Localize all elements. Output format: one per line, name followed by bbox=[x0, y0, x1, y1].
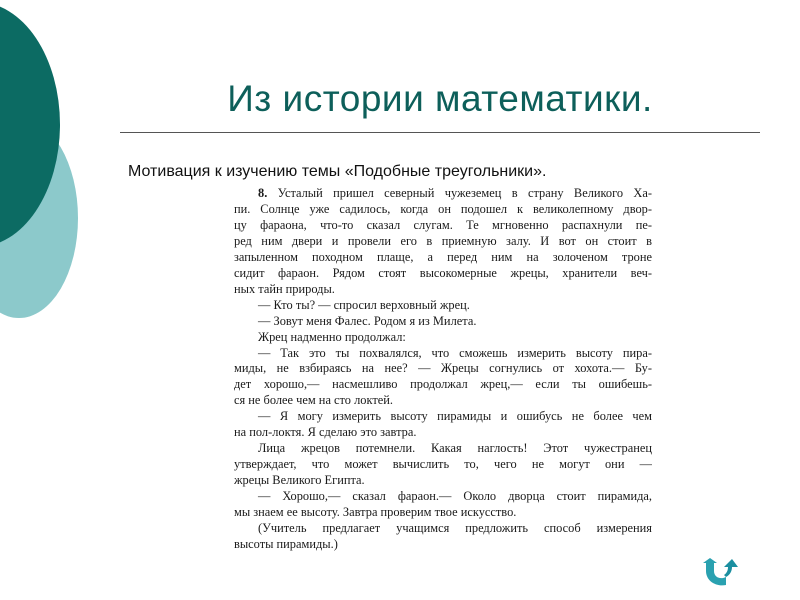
decorative-circles bbox=[0, 0, 120, 320]
text-line: жрецы Великого Египта. bbox=[234, 473, 365, 488]
text-line: (Учитель предлагает учащимся предложить способ измерения bbox=[258, 521, 652, 536]
text-line: — Я могу измерить высоту пирамиды и ошибусь не более чем bbox=[258, 409, 652, 424]
text-line: высоты пирамиды.) bbox=[234, 536, 338, 551]
text-line: пи. Солнце уже садилось, когда он подошел к великолепному двор- bbox=[234, 201, 652, 216]
title-divider bbox=[120, 132, 760, 133]
text-line: утверждает, что может вычислить то, чего не могут они — bbox=[234, 457, 652, 472]
text-line: ных тайн природы. bbox=[234, 281, 335, 296]
slide-title: Из истории математики. bbox=[227, 78, 653, 119]
return-nav-button[interactable] bbox=[700, 557, 748, 587]
text-line: миды, не взбираясь на нее? — Жрецы согнулись от хохота.— Бу- bbox=[234, 361, 652, 376]
text-line: ред ним двери и провели его в приемную залу. И вот он стоит в bbox=[234, 233, 652, 248]
text-line: на пол-локтя. Я сделаю это завтра. bbox=[234, 425, 417, 440]
text-line: — Зовут меня Фалес. Родом я из Милета. bbox=[258, 313, 477, 328]
text-line: 8. Усталый пришел северный чужеземец в страну Великого Ха- bbox=[258, 186, 652, 200]
problem-number: 8. bbox=[258, 186, 268, 200]
text-line: ся не более чем на сто локтей. bbox=[234, 393, 393, 408]
text-line: дет хорошо,— насмешливо продолжал жрец,— если ты ошибешь- bbox=[234, 377, 652, 392]
text-line: мы знаем ее высоту. Завтра проверим твое искусство. bbox=[234, 505, 517, 520]
return-arrow-icon bbox=[700, 557, 748, 587]
text-line: — Кто ты? — спросил верховный жрец. bbox=[258, 297, 470, 312]
text-line: запыленном походном плаще, а перед ним на золоченом троне bbox=[234, 249, 652, 264]
text-line: цу фараона, что-то сказал слугам. Те мгновенно распахнули пе- bbox=[234, 217, 652, 232]
slide-subtitle: Мотивация к изучению темы «Подобные треугольники». bbox=[128, 163, 547, 180]
text-line: — Хорошо,— сказал фараон.— Около дворца стоит пирамида, bbox=[258, 489, 652, 504]
text-line: сидит фараон. Рядом стоят высокомерные жрецы, хранители веч- bbox=[234, 265, 652, 280]
scanned-text-block bbox=[234, 186, 652, 551]
text-line: Лица жрецов потемнели. Какая наглость! Этот чужестранец bbox=[258, 441, 652, 456]
text-line: Жрец надменно продолжал: bbox=[258, 329, 406, 344]
text-line: — Так это ты похвалялся, что сможешь измерить высоту пира- bbox=[258, 345, 652, 360]
